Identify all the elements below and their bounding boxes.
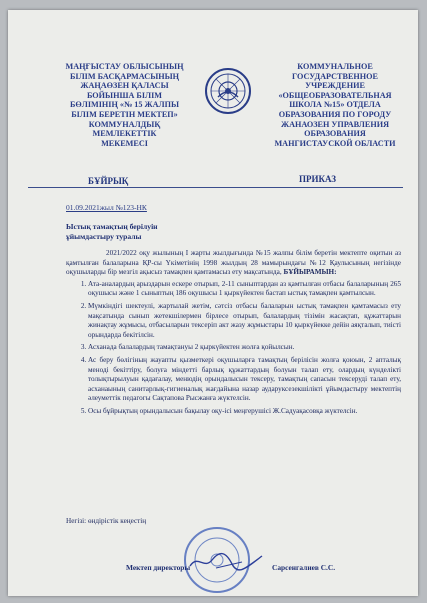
header-line: БІЛІМ БЕРЕТІН МЕКТЕП»: [71, 109, 178, 119]
title-russian: ПРИКАЗ: [299, 174, 337, 184]
order-date-number: 01.09.2021жыл №123-НК: [66, 203, 147, 212]
subject-line: ұйымдастыру туралы: [66, 231, 142, 241]
handwritten-signature-icon: [186, 550, 266, 572]
header-divider: [28, 187, 403, 188]
header-line: ЖАҢАӨЗЕН ҚАЛАСЫ: [80, 81, 169, 91]
order-item: 1. Ата-аналардың арыздарын ескере отырып, 2-11 сыныптардан аз қамтылған отбасы балаларының 265 оқушысы және 1 сыныптың 186 оқушысы 1 қыркүйектен бастап ыстық тамақпен қамтылсын.: [88, 280, 401, 299]
header-kazakh: [42, 62, 207, 148]
order-item: 5. Осы бұйрықтың орындалысын бақылау оқу-ісі меңгерушісі Ж.Садуақасовқа жүктелсін.: [88, 407, 401, 417]
signatory-title: Мектеп директоры: [126, 563, 191, 572]
header-line: МЕКЕМЕСІ: [101, 138, 148, 148]
header-line: ГОСУДАРСТВЕННОЕ: [292, 71, 378, 81]
header-line: КОММУНАЛЬНОЕ: [297, 62, 373, 71]
subject-line: Ыстық тамақтың берілуін: [66, 222, 158, 231]
order-body: [66, 249, 401, 420]
order-item: 2. Мүмкіндігі шектеулі, жартылай жетім, сәтсіз отбасы балаларын ыстық тамақпен қамтамасыз ету мақсатында сынып жетекшілермен бірлесе отырып, балалардың тізімін жасақтап, құжаттарын жинақтау жұмысы, отбасыларын тексеріп акт жазу жұмыстары 10 қыркүйекке дейін аяқталып, тиісті орындарда бекітілсін.: [88, 302, 401, 340]
title-kazakh: БҰЙРЫҚ: [88, 176, 129, 186]
header-line: МАНГИСТАУСКОЙ ОБЛАСТИ: [274, 138, 396, 148]
header-line: БОЙЫНША БІЛІМ: [86, 90, 163, 100]
header-line: БІЛІМ БАСҚАРМАСЫНЫҢ: [69, 71, 180, 81]
header-line: УЧРЕЖДЕНИЕ: [305, 81, 365, 91]
basis-note: Негізі: өндірістік кеңестің: [66, 517, 147, 525]
intro-paragraph: [66, 249, 401, 278]
header-line: ЖАНАОЗЕН УПРАВЛЕНИЯ: [280, 119, 390, 129]
order-item: 3. Асханада балалардың тамақтануы 2 қыркүйектен жолға қойылсын.: [88, 343, 401, 353]
order-subject: [66, 222, 158, 241]
document-page: [8, 10, 418, 596]
signatory-name: Сарсенгалиев С.С.: [272, 563, 336, 572]
header-line: КОММУНАЛДЫҚ: [88, 119, 161, 129]
intro-text: 2021/2022 оқу жылының I жарты жылдығында №15 жалпы білім беретін мектепте оқитын аз қамтылған балаларына ҚР-сы Үкіметінің 1998 жылдың 28 мамырындағы №12 Қаулысының негізінде оқушыларды бір мезгіл ақысыз тамақпен қамтамасыз ету мақсатында,: [66, 249, 401, 277]
header-line: ШКОЛА №15» ОТДЕЛА: [289, 100, 381, 110]
header-line: МАҢҒЫСТАУ ОБЛЫСЫНЫҢ: [65, 62, 184, 71]
header-line: ОБРАЗОВАНИЯ: [304, 129, 366, 139]
order-keyword: БҰЙЫРАМЫН:: [283, 268, 337, 277]
order-items: [66, 280, 401, 417]
order-item: 4. Ас беру бөлігіның жауапты қызметкері оқушыларға тамақтың берілісін жолға қоюын, 2 апталық меноді бекіттіру, болуға міндетті барлық құжаттардың болуын талап ету, олардың күнделікті толықтырылуын қадағалау, менюдің орындалысын тексеру, тамақтың сапасын тексеруді талап ету, асханаының санитарлық-гигиеналық жағдайына назар аударуксезекшілікті ұйымдастыру мектептің әлеуметтік педагогы Сақтапова Рысжанға жүктелсін.: [88, 356, 401, 404]
header-line: БӨЛІМІНІҢ «№ 15 ЖАЛПЫ: [69, 100, 180, 110]
header-line: ОБРАЗОВАНИЯ ПО ГОРОДУ: [278, 109, 392, 119]
header-line: МЕМЛЕКЕТТІК: [92, 129, 157, 139]
header-russian: [254, 62, 416, 148]
state-emblem-icon: [204, 67, 252, 115]
header-line: «ОБЩЕОБРАЗОВАТЕЛЬНАЯ: [278, 90, 392, 100]
